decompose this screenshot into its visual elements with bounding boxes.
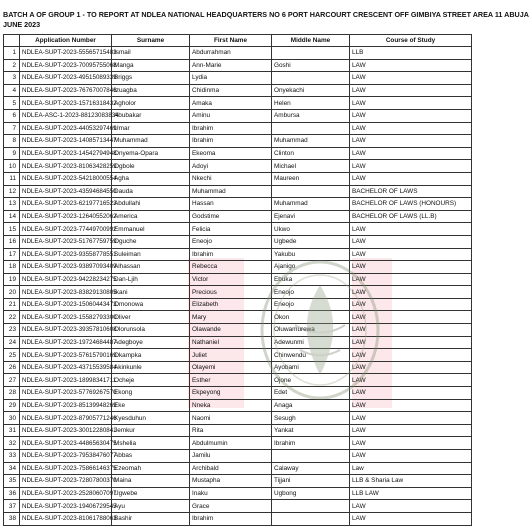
middle-name-cell [272, 512, 350, 525]
table-row [4, 286, 472, 299]
table-row [4, 462, 472, 475]
candidate-table [3, 34, 472, 526]
course-of-study-cell: LLB LAW [350, 487, 472, 500]
row-index-cell: 34 [4, 462, 20, 475]
middle-name-cell: Adewunmi [272, 336, 350, 349]
row-index-cell: 11 [4, 172, 20, 185]
surname-cell: Omonowa [112, 298, 190, 311]
middle-name-cell: Muhammad [272, 135, 350, 148]
first-name-cell: Grace [190, 500, 272, 513]
row-index-cell: 36 [4, 487, 20, 500]
first-name-cell: Precious [190, 286, 272, 299]
middle-name-cell: Eneojo [272, 298, 350, 311]
surname-cell: Ezeomah [112, 462, 190, 475]
table-row [4, 273, 472, 286]
surname-cell: Emmanuel [112, 223, 190, 236]
middle-name-cell: Clinton [272, 147, 350, 160]
middle-name-cell: Onyekachi [272, 84, 350, 97]
surname-cell: Abbas [112, 450, 190, 463]
application-number-cell: NDLEA-SUPT-2023-57615790169 [20, 349, 112, 362]
application-number-cell: NDLEA-SUPT-2023-81061788063 [20, 512, 112, 525]
course-of-study-cell: BACHELOR OF LAWS (LL.B) [350, 210, 472, 223]
table-row [4, 185, 472, 198]
table-row [4, 235, 472, 248]
surname-cell: Ismail [112, 47, 190, 60]
first-name-cell: Nkechi [190, 172, 272, 185]
middle-name-cell: Edet [272, 387, 350, 400]
row-index-cell: 30 [4, 412, 20, 425]
middle-name-cell [272, 185, 350, 198]
surname-cell: Ogbole [112, 160, 190, 173]
application-number-cell: NDLEA-SUPT-2023-15582793300 [20, 311, 112, 324]
table-row [4, 424, 472, 437]
middle-name-cell: Muhammad [272, 198, 350, 211]
first-name-cell: Ekpeyong [190, 387, 272, 400]
header-first-name: First Name [190, 35, 272, 47]
course-of-study-cell: LAW [350, 261, 472, 274]
application-number-cell: NDLEA-SUPT-2023-15716318432 [20, 97, 112, 110]
batch-header-line2: JUNE 2023 [3, 20, 41, 29]
course-of-study-cell: LAW [350, 135, 472, 148]
surname-cell: Onyema-Opara [112, 147, 190, 160]
surname-cell: Akinkunle [112, 361, 190, 374]
table-row [4, 109, 472, 122]
first-name-cell: Naomi [190, 412, 272, 425]
row-index-cell: 20 [4, 286, 20, 299]
application-number-cell: NDLEA-SUPT-2023-14542794948 [20, 147, 112, 160]
surname-cell: Abdullahi [112, 198, 190, 211]
application-number-cell: NDLEA-SUPT-2023-12640552062 [20, 210, 112, 223]
surname-cell: Jemkur [112, 424, 190, 437]
first-name-cell: Ekeoma [190, 147, 272, 160]
application-number-cell: NDLEA-SUPT-2023-93897093409 [20, 261, 112, 274]
surname-cell: Oguche [112, 235, 190, 248]
table-row [4, 349, 472, 362]
application-number-cell: NDLEA-SUPT-2023-76767007846 [20, 84, 112, 97]
course-of-study-cell: Law [350, 462, 472, 475]
first-name-cell: Abdulmumin [190, 437, 272, 450]
middle-name-cell [272, 72, 350, 85]
application-number-cell: NDLEA-SUPT-2023-79538476077 [20, 450, 112, 463]
row-index-cell: 16 [4, 235, 20, 248]
table-row [4, 59, 472, 72]
row-index-cell: 2 [4, 59, 20, 72]
row-index-cell: 13 [4, 198, 20, 211]
table-row [4, 311, 472, 324]
middle-name-cell: Ayobami [272, 361, 350, 374]
surname-cell: Abubakar [112, 109, 190, 122]
middle-name-cell: Oluwamurewa [272, 324, 350, 337]
table-row [4, 72, 472, 85]
course-of-study-cell: LAW [350, 349, 472, 362]
course-of-study-cell: LAW [350, 72, 472, 85]
application-number-cell: NDLEA-SUPT-2023-19406729545 [20, 500, 112, 513]
course-of-study-cell: LAW [350, 97, 472, 110]
surname-cell: Maina [112, 475, 190, 488]
application-number-cell: NDLEA-SUPT-2023-44865630475 [20, 437, 112, 450]
first-name-cell: Ibrahim [190, 135, 272, 148]
first-name-cell: Muhammad [190, 185, 272, 198]
row-index-cell: 4 [4, 84, 20, 97]
middle-name-cell: Eneojo [272, 286, 350, 299]
table-row [4, 361, 472, 374]
table-row [4, 147, 472, 160]
row-index-cell: 38 [4, 512, 20, 525]
first-name-cell: Rita [190, 424, 272, 437]
table-row [4, 210, 472, 223]
row-index-cell: 8 [4, 135, 20, 148]
application-number-cell: NDLEA-SUPT-2023-30012280841 [20, 424, 112, 437]
course-of-study-cell: LAW [350, 248, 472, 261]
course-of-study-cell: BACHELOR OF LAWS [350, 185, 472, 198]
first-name-cell: Esther [190, 374, 272, 387]
middle-name-cell: Calaway [272, 462, 350, 475]
middle-name-cell: Ebuka [272, 273, 350, 286]
table-row [4, 387, 472, 400]
row-index-cell: 29 [4, 399, 20, 412]
middle-name-cell: Ukwo [272, 223, 350, 236]
surname-cell: Oliver [112, 311, 190, 324]
first-name-cell: Godstime [190, 210, 272, 223]
surname-cell: Ikani [112, 286, 190, 299]
table-row [4, 261, 472, 274]
course-of-study-cell: LAW [350, 160, 472, 173]
course-of-study-cell: LAW [350, 311, 472, 324]
first-name-cell: Olayemi [190, 361, 272, 374]
course-of-study-cell: BACHELOR OF LAWS (HONOURS) [350, 198, 472, 211]
application-number-cell: NDLEA-SUPT-2023-49515089339 [20, 72, 112, 85]
table-row [4, 97, 472, 110]
first-name-cell: Felicia [190, 223, 272, 236]
surname-cell: America [112, 210, 190, 223]
application-number-cell: NDLEA-SUPT-2023-14085713447 [20, 135, 112, 148]
application-number-cell: NDLEA-ASC-1-2023-88123083834 [20, 109, 112, 122]
surname-cell: Agholor [112, 97, 190, 110]
row-index-cell: 37 [4, 500, 20, 513]
table-header-row [4, 35, 472, 47]
application-number-cell: NDLEA-SUPT-2023-57769267570 [20, 387, 112, 400]
application-number-cell: NDLEA-SUPT-2023-83829130805 [20, 286, 112, 299]
surname-cell: Adegboye [112, 336, 190, 349]
application-number-cell: NDLEA-SUPT-2023-54218000554 [20, 172, 112, 185]
row-index-cell: 33 [4, 450, 20, 463]
application-number-cell: NDLEA-SUPT-2023-94228234275 [20, 273, 112, 286]
row-index-cell: 23 [4, 324, 20, 337]
application-number-cell: NDLEA-SUPT-2023-72807800370 [20, 475, 112, 488]
row-index-cell: 14 [4, 210, 20, 223]
middle-name-cell: Ambursa [272, 109, 350, 122]
table-row [4, 399, 472, 412]
middle-name-cell: Yakubu [272, 248, 350, 261]
course-of-study-cell: LAW [350, 437, 472, 450]
middle-name-cell: Yankat [272, 424, 350, 437]
middle-name-cell: Chinwendu [272, 349, 350, 362]
application-number-cell: NDLEA-SUPT-2023-25280607097 [20, 487, 112, 500]
middle-name-cell: Goshi [272, 59, 350, 72]
header-index [4, 35, 20, 47]
course-of-study-cell: LAW [350, 273, 472, 286]
course-of-study-cell: LAW [350, 122, 472, 135]
middle-name-cell: Ibrahim [272, 437, 350, 450]
row-index-cell: 5 [4, 97, 20, 110]
first-name-cell: Hassan [190, 198, 272, 211]
first-name-cell: Abdurrahman [190, 47, 272, 60]
application-number-cell: NDLEA-SUPT-2023-81063428259 [20, 160, 112, 173]
row-index-cell: 6 [4, 109, 20, 122]
row-index-cell: 27 [4, 374, 20, 387]
course-of-study-cell: LAW [350, 424, 472, 437]
row-index-cell: 21 [4, 298, 20, 311]
surname-cell: Ekong [112, 387, 190, 400]
row-index-cell: 15 [4, 223, 20, 236]
first-name-cell: Ibrahim [190, 248, 272, 261]
first-name-cell: Juliet [190, 349, 272, 362]
application-number-cell: NDLEA-SUPT-2023-87905771246 [20, 412, 112, 425]
first-name-cell: Jamilu [190, 450, 272, 463]
application-number-cell: NDLEA-SUPT-2023-44053297469 [20, 122, 112, 135]
table-row [4, 450, 472, 463]
table-row [4, 374, 472, 387]
middle-name-cell: Tijjani [272, 475, 350, 488]
course-of-study-cell: LAW [350, 286, 472, 299]
surname-cell: Izuagba [112, 84, 190, 97]
row-index-cell: 3 [4, 72, 20, 85]
first-name-cell: Ibrahim [190, 122, 272, 135]
application-number-cell: NDLEA-SUPT-2023-15060443473 [20, 298, 112, 311]
row-index-cell: 22 [4, 311, 20, 324]
first-name-cell: Archibald [190, 462, 272, 475]
row-index-cell: 32 [4, 437, 20, 450]
header-course-of-study: Course of Study [350, 35, 472, 47]
course-of-study-cell: LAW [350, 387, 472, 400]
first-name-cell: Amaka [190, 97, 272, 110]
table-row [4, 248, 472, 261]
table-row [4, 84, 472, 97]
row-index-cell: 10 [4, 160, 20, 173]
header-surname: Surname [112, 35, 190, 47]
first-name-cell: Aminu [190, 109, 272, 122]
table-row [4, 223, 472, 236]
application-number-cell: NDLEA-SUPT-2023-75866146375 [20, 462, 112, 475]
surname-cell: Alhassan [112, 261, 190, 274]
surname-cell: Dan-Ljih [112, 273, 190, 286]
row-index-cell: 24 [4, 336, 20, 349]
first-name-cell: Victor [190, 273, 272, 286]
middle-name-cell: Ugbong [272, 487, 350, 500]
application-number-cell: NDLEA-SUPT-2023-55565715483 [20, 47, 112, 60]
surname-cell: Dauda [112, 185, 190, 198]
first-name-cell: Nathaniel [190, 336, 272, 349]
course-of-study-cell: LAW [350, 235, 472, 248]
first-name-cell: Lydia [190, 72, 272, 85]
table-row [4, 437, 472, 450]
application-number-cell: NDLEA-SUPT-2023-77449700992 [20, 223, 112, 236]
row-index-cell: 18 [4, 261, 20, 274]
row-index-cell: 31 [4, 424, 20, 437]
first-name-cell: Nneka [190, 399, 272, 412]
surname-cell: Manga [112, 59, 190, 72]
table-body [4, 47, 472, 526]
middle-name-cell [272, 500, 350, 513]
row-index-cell: 1 [4, 47, 20, 60]
surname-cell: Ugwebe [112, 487, 190, 500]
middle-name-cell: Ajanigo [272, 261, 350, 274]
course-of-study-cell: LAW [350, 512, 472, 525]
first-name-cell: Inaku [190, 487, 272, 500]
application-number-cell: NDLEA-SUPT-2023-93558778551 [20, 248, 112, 261]
table-row [4, 298, 472, 311]
application-number-cell: NDLEA-SUPT-2023-39357810608 [20, 324, 112, 337]
course-of-study-cell: LLB & Sharia Law [350, 475, 472, 488]
batch-header-line1: BATCH A OF GROUP 1 - TO REPORT AT NDLEA NATIONAL HEADQUARTERS NO 6 PORT HARCOURT CRESCENT OFF GIMBIYA STREET AREA 11 ABUJA [3, 10, 529, 19]
middle-name-cell [272, 122, 350, 135]
table-row [4, 500, 472, 513]
course-of-study-cell: LAW [350, 399, 472, 412]
middle-name-cell: Okon [272, 311, 350, 324]
application-number-cell: NDLEA-SUPT-2023-51767759759 [20, 235, 112, 248]
middle-name-cell: Maureen [272, 172, 350, 185]
surname-cell: Suleiman [112, 248, 190, 261]
course-of-study-cell: LAW [350, 361, 472, 374]
table-row [4, 172, 472, 185]
middle-name-cell [272, 47, 350, 60]
batch-header [3, 10, 529, 30]
first-name-cell: Olawande [190, 324, 272, 337]
application-number-cell: NDLEA-SUPT-2023-18998341711 [20, 374, 112, 387]
surname-cell: Eke [112, 399, 190, 412]
course-of-study-cell: LAW [350, 298, 472, 311]
first-name-cell: Mustapha [190, 475, 272, 488]
application-number-cell: NDLEA-SUPT-2023-62197716523 [20, 198, 112, 211]
application-number-cell: NDLEA-SUPT-2023-70095755068 [20, 59, 112, 72]
course-of-study-cell: LAW [350, 336, 472, 349]
surname-cell: Kyesduhun [112, 412, 190, 425]
table-row [4, 198, 472, 211]
course-of-study-cell: LAW [350, 147, 472, 160]
course-of-study-cell: LAW [350, 374, 472, 387]
course-of-study-cell: LAW [350, 412, 472, 425]
header-middle-name: Middle Name [272, 35, 350, 47]
middle-name-cell: Anaga [272, 399, 350, 412]
application-number-cell: NDLEA-SUPT-2023-43715539584 [20, 361, 112, 374]
header-application-number: Application Number [20, 35, 112, 47]
row-index-cell: 12 [4, 185, 20, 198]
surname-cell: Mshelia [112, 437, 190, 450]
surname-cell: Bashir [112, 512, 190, 525]
application-number-cell: NDLEA-SUPT-2023-43594684550 [20, 185, 112, 198]
first-name-cell: Chidinma [190, 84, 272, 97]
table-row [4, 475, 472, 488]
application-number-cell: NDLEA-SUPT-2023-85139948269 [20, 399, 112, 412]
row-index-cell: 26 [4, 361, 20, 374]
course-of-study-cell: LAW [350, 59, 472, 72]
table-row [4, 512, 472, 525]
course-of-study-cell: LAW [350, 500, 472, 513]
course-of-study-cell: LAW [350, 450, 472, 463]
row-index-cell: 7 [4, 122, 20, 135]
row-index-cell: 9 [4, 147, 20, 160]
table-row [4, 160, 472, 173]
first-name-cell: Ann-Marie [190, 59, 272, 72]
first-name-cell: Mary [190, 311, 272, 324]
surname-cell: Briggs [112, 72, 190, 85]
table-row [4, 135, 472, 148]
surname-cell: Ayu [112, 500, 190, 513]
surname-cell: Umar [112, 122, 190, 135]
table-row [4, 47, 472, 60]
course-of-study-cell: LAW [350, 109, 472, 122]
surname-cell: Agha [112, 172, 190, 185]
middle-name-cell: Helen [272, 97, 350, 110]
middle-name-cell [272, 450, 350, 463]
surname-cell: Ocheje [112, 374, 190, 387]
surname-cell: Olorunsola [112, 324, 190, 337]
first-name-cell: Adoyi [190, 160, 272, 173]
table-row [4, 412, 472, 425]
candidate-table-container [3, 34, 472, 526]
surname-cell: Okampka [112, 349, 190, 362]
middle-name-cell: Ojone [272, 374, 350, 387]
first-name-cell: Elizabeth [190, 298, 272, 311]
application-number-cell: NDLEA-SUPT-2023-19724684487 [20, 336, 112, 349]
course-of-study-cell: LAW [350, 84, 472, 97]
first-name-cell: Rebecca [190, 261, 272, 274]
course-of-study-cell: LAW [350, 324, 472, 337]
row-index-cell: 28 [4, 387, 20, 400]
middle-name-cell: Ugbede [272, 235, 350, 248]
middle-name-cell: Ejenavi [272, 210, 350, 223]
first-name-cell: Eneojo [190, 235, 272, 248]
table-row [4, 336, 472, 349]
middle-name-cell: Sesugh [272, 412, 350, 425]
course-of-study-cell: LLB [350, 47, 472, 60]
middle-name-cell: Michael [272, 160, 350, 173]
first-name-cell: Ibrahim [190, 512, 272, 525]
row-index-cell: 25 [4, 349, 20, 362]
course-of-study-cell: LAW [350, 223, 472, 236]
table-row [4, 324, 472, 337]
surname-cell: Muhammad [112, 135, 190, 148]
row-index-cell: 19 [4, 273, 20, 286]
table-row [4, 122, 472, 135]
row-index-cell: 17 [4, 248, 20, 261]
table-row [4, 487, 472, 500]
course-of-study-cell: LAW [350, 172, 472, 185]
row-index-cell: 35 [4, 475, 20, 488]
